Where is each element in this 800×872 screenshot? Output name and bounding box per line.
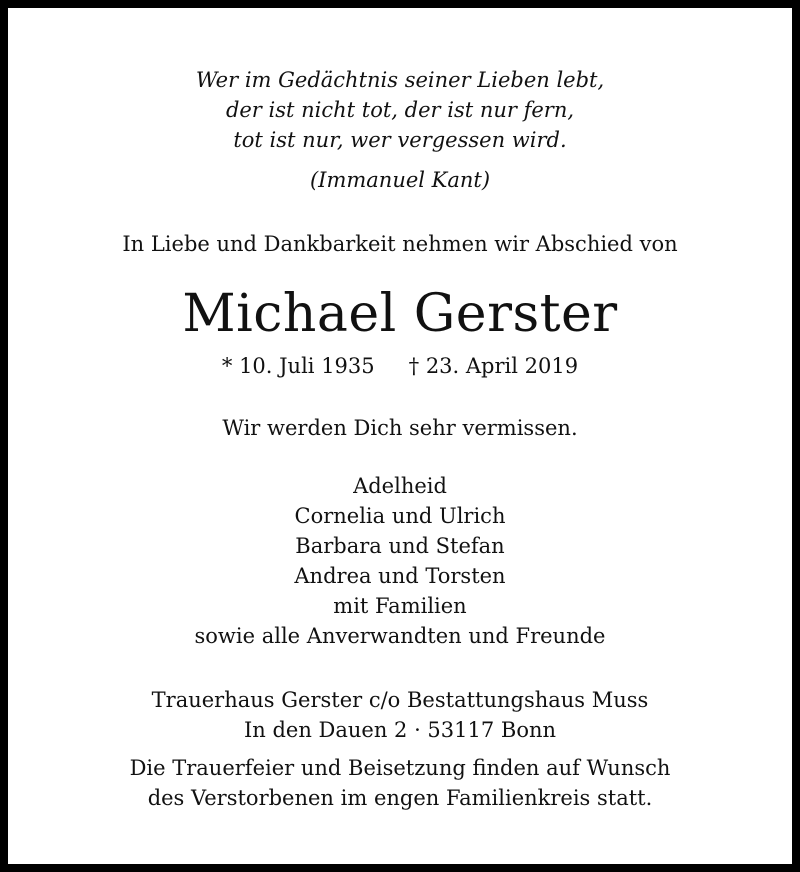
intro-text: In Liebe und Dankbarkeit nehmen wir Abschied von: [122, 232, 678, 256]
quote-line-2: der ist nicht tot, der ist nur fern,: [225, 98, 575, 122]
mourner-5: mit Familien: [333, 594, 467, 618]
farewell-text: Wir werden Dich sehr vermissen.: [222, 416, 578, 440]
mourner-6: sowie alle Anverwandten und Freunde: [194, 624, 606, 648]
mourner-2: Cornelia und Ulrich: [294, 504, 506, 528]
death-date: † 23. April 2019: [408, 354, 579, 378]
quote-line-1: Wer im Gedächtnis seiner Lieben lebt,: [195, 68, 605, 92]
mourner-3: Barbara und Stefan: [295, 534, 505, 558]
birth-date: * 10. Juli 1935: [221, 354, 375, 378]
mourner-1: Adelheid: [353, 474, 447, 498]
life-dates: [8, 354, 792, 378]
mourner-4: Andrea und Torsten: [294, 564, 506, 588]
closing-line-2: des Verstorbenen im engen Familienkreis statt.: [147, 786, 653, 810]
closing-line-1: Die Trauerfeier und Beisetzung finden auf Wunsch: [129, 756, 671, 780]
deceased-name: Michael Gerster: [182, 284, 618, 344]
quote-line-3: tot ist nur, wer vergessen wird.: [233, 128, 567, 152]
quote-author: (Immanuel Kant): [309, 168, 491, 192]
address-line-2: In den Dauen 2 · 53117 Bonn: [243, 718, 557, 742]
address-line-1: Trauerhaus Gerster c/o Bestattungshaus Muss: [151, 688, 649, 712]
